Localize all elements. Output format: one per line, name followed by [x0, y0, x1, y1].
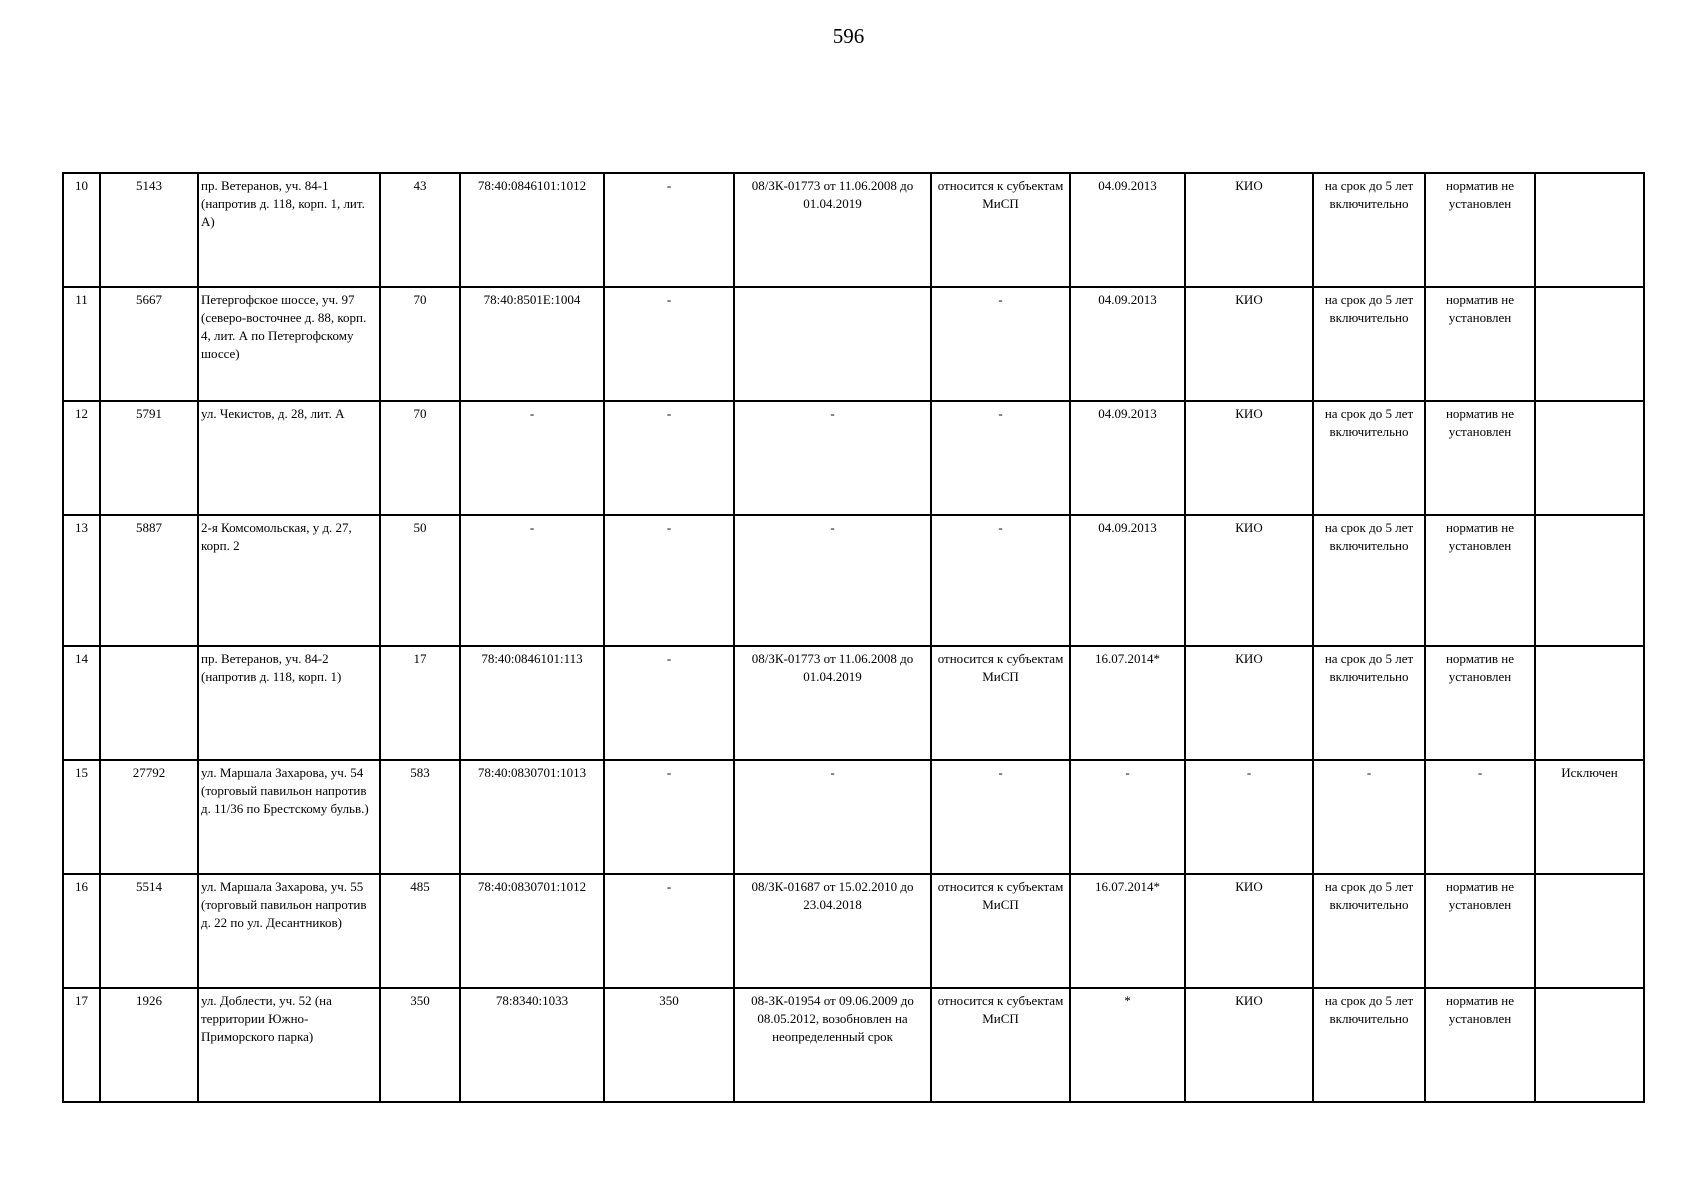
column-6: - — [604, 401, 734, 515]
organization: - — [1185, 760, 1313, 874]
date: 04.09.2013 — [1070, 401, 1185, 515]
object-id: 5887 — [100, 515, 198, 646]
table-row — [63, 988, 1644, 1102]
term: на срок до 5 лет включительно — [1313, 173, 1425, 287]
area: 350 — [380, 988, 460, 1102]
address: ул. Чекистов, д. 28, лит. А — [198, 401, 380, 515]
term: на срок до 5 лет включительно — [1313, 401, 1425, 515]
register-table — [62, 172, 1645, 1103]
date: 04.09.2013 — [1070, 515, 1185, 646]
cadastral-number: - — [460, 401, 604, 515]
contract — [734, 287, 931, 401]
row-number: 14 — [63, 646, 100, 760]
cadastral-number: 78:40:0830701:1013 — [460, 760, 604, 874]
cadastral-number: - — [460, 515, 604, 646]
object-id: 5667 — [100, 287, 198, 401]
note — [1535, 401, 1644, 515]
term: на срок до 5 лет включительно — [1313, 988, 1425, 1102]
term: на срок до 5 лет включительно — [1313, 515, 1425, 646]
organization: КИО — [1185, 874, 1313, 988]
address: пр. Ветеранов, уч. 84-1 (напротив д. 118, корп. 1, лит. А) — [198, 173, 380, 287]
norm: норматив не установлен — [1425, 515, 1535, 646]
object-id: 1926 — [100, 988, 198, 1102]
date: 04.09.2013 — [1070, 287, 1185, 401]
note — [1535, 874, 1644, 988]
table-row — [63, 173, 1644, 287]
cadastral-number: 78:40:0846101:113 — [460, 646, 604, 760]
contract: 08/ЗК-01687 от 15.02.2010 до 23.04.2018 — [734, 874, 931, 988]
organization: КИО — [1185, 401, 1313, 515]
organization: КИО — [1185, 515, 1313, 646]
norm: норматив не установлен — [1425, 988, 1535, 1102]
column-6: - — [604, 515, 734, 646]
area: 485 — [380, 874, 460, 988]
table-row — [63, 401, 1644, 515]
organization: КИО — [1185, 646, 1313, 760]
date: 16.07.2014* — [1070, 646, 1185, 760]
norm: норматив не установлен — [1425, 646, 1535, 760]
date: 04.09.2013 — [1070, 173, 1185, 287]
column-6: - — [604, 760, 734, 874]
note — [1535, 988, 1644, 1102]
norm: - — [1425, 760, 1535, 874]
column-6: - — [604, 287, 734, 401]
row-number: 10 — [63, 173, 100, 287]
row-number: 12 — [63, 401, 100, 515]
smsp-status: - — [931, 287, 1070, 401]
contract: - — [734, 401, 931, 515]
contract: 08-ЗК-01954 от 09.06.2009 до 08.05.2012, возобновлен на неопределенный срок — [734, 988, 931, 1102]
norm: норматив не установлен — [1425, 401, 1535, 515]
organization: КИО — [1185, 173, 1313, 287]
address: ул. Доблести, уч. 52 (на территории Южно-Приморского парка) — [198, 988, 380, 1102]
address: Петергофское шоссе, уч. 97 (северо-восточнее д. 88, корп. 4, лит. А по Петергофскому шоссе) — [198, 287, 380, 401]
smsp-status: - — [931, 760, 1070, 874]
contract: - — [734, 515, 931, 646]
organization: КИО — [1185, 988, 1313, 1102]
term: на срок до 5 лет включительно — [1313, 874, 1425, 988]
smsp-status: относится к субъектам МиСП — [931, 988, 1070, 1102]
smsp-status: относится к субъектам МиСП — [931, 874, 1070, 988]
area: 70 — [380, 287, 460, 401]
table-row — [63, 760, 1644, 874]
date: - — [1070, 760, 1185, 874]
norm: норматив не установлен — [1425, 874, 1535, 988]
address: ул. Маршала Захарова, уч. 54 (торговый павильон напротив д. 11/36 по Брестскому бульв.) — [198, 760, 380, 874]
object-id — [100, 646, 198, 760]
table-row — [63, 287, 1644, 401]
table-row — [63, 646, 1644, 760]
note — [1535, 646, 1644, 760]
object-id: 27792 — [100, 760, 198, 874]
row-number: 17 — [63, 988, 100, 1102]
smsp-status: относится к субъектам МиСП — [931, 173, 1070, 287]
column-6: - — [604, 874, 734, 988]
term: - — [1313, 760, 1425, 874]
smsp-status: относится к субъектам МиСП — [931, 646, 1070, 760]
address: пр. Ветеранов, уч. 84-2 (напротив д. 118, корп. 1) — [198, 646, 380, 760]
cadastral-number: 78:8340:1033 — [460, 988, 604, 1102]
norm: норматив не установлен — [1425, 173, 1535, 287]
smsp-status: - — [931, 401, 1070, 515]
note — [1535, 515, 1644, 646]
date: * — [1070, 988, 1185, 1102]
area: 583 — [380, 760, 460, 874]
contract: 08/ЗК-01773 от 11.06.2008 до 01.04.2019 — [734, 173, 931, 287]
object-id: 5143 — [100, 173, 198, 287]
organization: КИО — [1185, 287, 1313, 401]
address: ул. Маршала Захарова, уч. 55 (торговый павильон напротив д. 22 по ул. Десантников) — [198, 874, 380, 988]
note — [1535, 287, 1644, 401]
page-number: 596 — [832, 24, 865, 48]
row-number: 13 — [63, 515, 100, 646]
date: 16.07.2014* — [1070, 874, 1185, 988]
note: Исключен — [1535, 760, 1644, 874]
row-number: 16 — [63, 874, 100, 988]
area: 43 — [380, 173, 460, 287]
column-6: - — [604, 173, 734, 287]
table-row — [63, 874, 1644, 988]
smsp-status: - — [931, 515, 1070, 646]
note — [1535, 173, 1644, 287]
term: на срок до 5 лет включительно — [1313, 287, 1425, 401]
row-number: 15 — [63, 760, 100, 874]
contract: - — [734, 760, 931, 874]
object-id: 5514 — [100, 874, 198, 988]
cadastral-number: 78:40:8501Е:1004 — [460, 287, 604, 401]
contract: 08/ЗК-01773 от 11.06.2008 до 01.04.2019 — [734, 646, 931, 760]
cadastral-number: 78:40:0846101:1012 — [460, 173, 604, 287]
cadastral-number: 78:40:0830701:1012 — [460, 874, 604, 988]
area: 50 — [380, 515, 460, 646]
area: 70 — [380, 401, 460, 515]
column-6: 350 — [604, 988, 734, 1102]
row-number: 11 — [63, 287, 100, 401]
term: на срок до 5 лет включительно — [1313, 646, 1425, 760]
norm: норматив не установлен — [1425, 287, 1535, 401]
object-id: 5791 — [100, 401, 198, 515]
table-row — [63, 515, 1644, 646]
area: 17 — [380, 646, 460, 760]
column-6: - — [604, 646, 734, 760]
address: 2-я Комсомольская, у д. 27, корп. 2 — [198, 515, 380, 646]
